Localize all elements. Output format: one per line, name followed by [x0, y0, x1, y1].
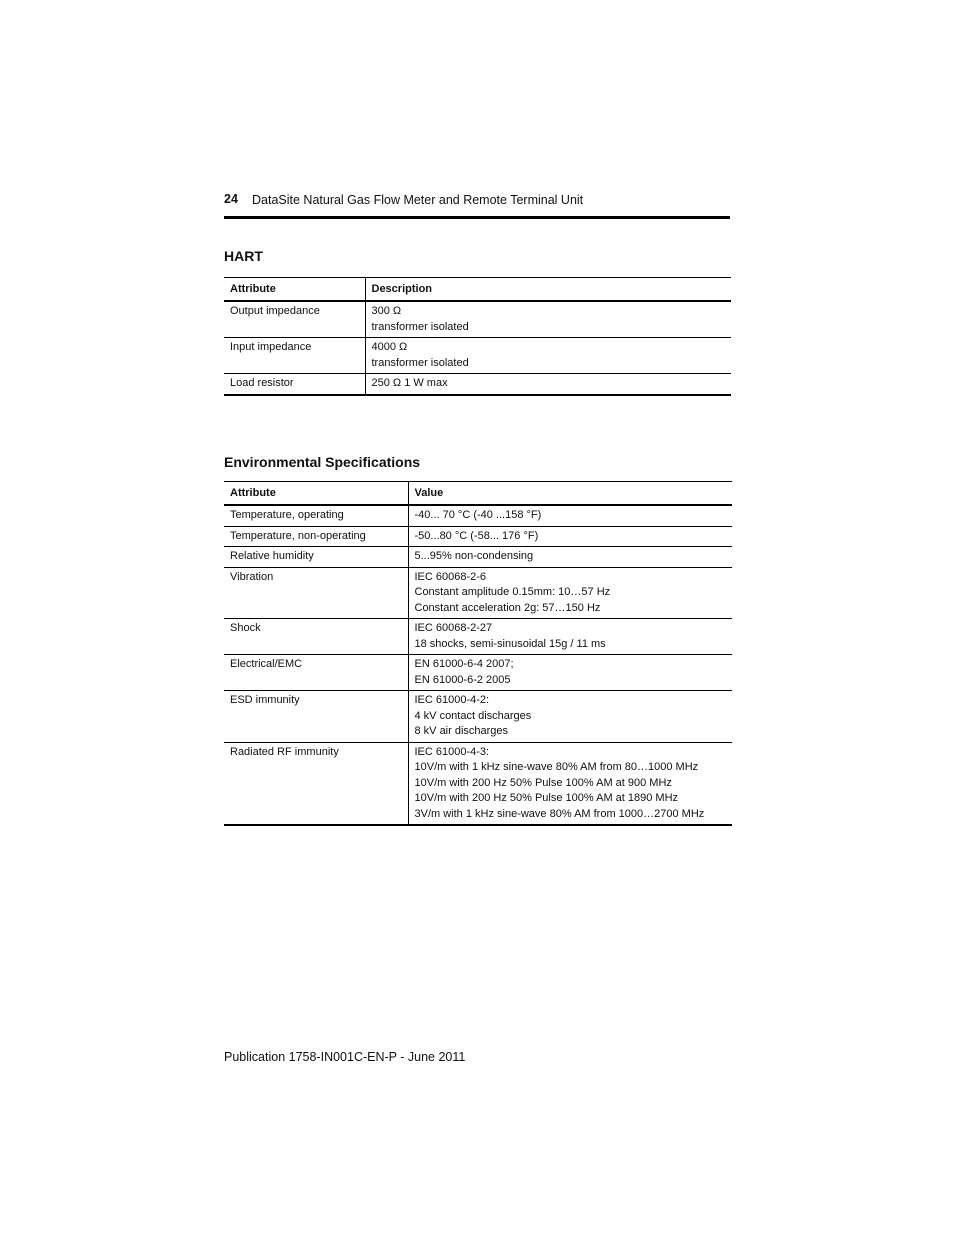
environmental-section-title: Environmental Specifications: [224, 454, 421, 470]
table-row: [224, 655, 732, 691]
table-row: [224, 505, 732, 526]
table-row: [224, 547, 732, 568]
column-header-attribute: Attribute: [224, 482, 408, 506]
page-header: [224, 192, 730, 219]
value-line: 10V/m with 200 Hz 50% Pulse 100% AM at 900 MHz: [414, 776, 672, 789]
value-line: 8 kV air discharges: [414, 725, 509, 737]
value-line: 10V/m with 200 Hz 50% Pulse 100% AM at 1890 MHz: [414, 792, 679, 804]
attribute-cell: Relative humidity: [224, 547, 408, 568]
value-cell: [365, 338, 731, 374]
attribute-cell: Temperature, non-operating: [224, 526, 408, 547]
table-header-row: [224, 482, 732, 506]
value-line: IEC 61000-4-2:: [414, 694, 490, 706]
value-line: 18 shocks, semi-sinusoidal 15g / 11 ms: [414, 637, 606, 650]
attribute-cell: Radiated RF immunity: [224, 742, 408, 825]
hart-section-title: HART: [224, 248, 263, 264]
value-cell: [408, 655, 732, 691]
table-row: [224, 526, 732, 547]
value-line: -40... 70 °C (-40 ...158 °F): [414, 509, 542, 521]
value-cell: [408, 547, 732, 568]
attribute-cell: Shock: [224, 619, 408, 655]
value-line: IEC 60068-2-6: [414, 570, 487, 583]
value-line: 10V/m with 1 kHz sine-wave 80% AM from 80…1000 MHz: [414, 761, 699, 773]
value-line: IEC 61000-4-3:: [414, 745, 490, 758]
value-cell: [365, 301, 731, 338]
value-line: EN 61000-6-2 2005: [414, 673, 511, 686]
table-row: [224, 338, 731, 374]
value-line: IEC 60068-2-27: [414, 622, 493, 634]
attribute-cell: Electrical/EMC: [224, 655, 408, 691]
value-line: Constant amplitude 0.15mm: 10…57 Hz: [414, 586, 611, 598]
environmental-table: [224, 481, 732, 826]
document-title: DataSite Natural Gas Flow Meter and Remote Terminal Unit: [252, 193, 584, 207]
value-cell: [408, 505, 732, 526]
table-header-row: [224, 278, 731, 302]
table-row: [224, 691, 732, 743]
page-number: 24: [224, 192, 238, 206]
value-line: EN 61000-6-4 2007;: [414, 658, 514, 670]
attribute-cell: ESD immunity: [224, 691, 408, 743]
value-line: 4000 Ω: [371, 341, 408, 353]
value-line: 300 Ω: [371, 305, 402, 317]
table-row: [224, 619, 732, 655]
value-line: 250 Ω 1 W max: [371, 377, 448, 389]
value-cell: [365, 374, 731, 395]
attribute-cell: Temperature, operating: [224, 505, 408, 526]
attribute-cell: Input impedance: [224, 338, 365, 374]
table-row: [224, 742, 732, 825]
attribute-cell: Vibration: [224, 567, 408, 619]
value-line: transformer isolated: [371, 320, 469, 333]
column-header-description: Description: [371, 283, 433, 295]
attribute-cell: Output impedance: [224, 301, 365, 338]
value-cell: [408, 742, 732, 825]
value-line: 5...95% non-condensing: [414, 550, 534, 562]
value-line: 3V/m with 1 kHz sine-wave 80% AM from 1000…2700 MHz: [414, 807, 705, 820]
hart-table: [224, 277, 731, 396]
value-line: transformer isolated: [371, 356, 469, 369]
publication-footer: Publication 1758-IN001C-EN-P - June 2011: [224, 1050, 466, 1064]
table-row: [224, 374, 731, 395]
table-row: [224, 301, 731, 338]
value-line: -50...80 °C (-58... 176 °F): [414, 529, 539, 542]
value-line: Constant acceleration 2g: 57…150 Hz: [414, 601, 601, 614]
value-cell: [408, 526, 732, 547]
value-cell: [408, 567, 732, 619]
column-header-attribute: Attribute: [224, 278, 365, 302]
value-line: 4 kV contact discharges: [414, 709, 532, 722]
value-cell: [408, 619, 732, 655]
table-row: [224, 567, 732, 619]
value-cell: [408, 691, 732, 743]
attribute-cell: Load resistor: [224, 374, 365, 395]
column-header-value: Value: [414, 487, 444, 499]
